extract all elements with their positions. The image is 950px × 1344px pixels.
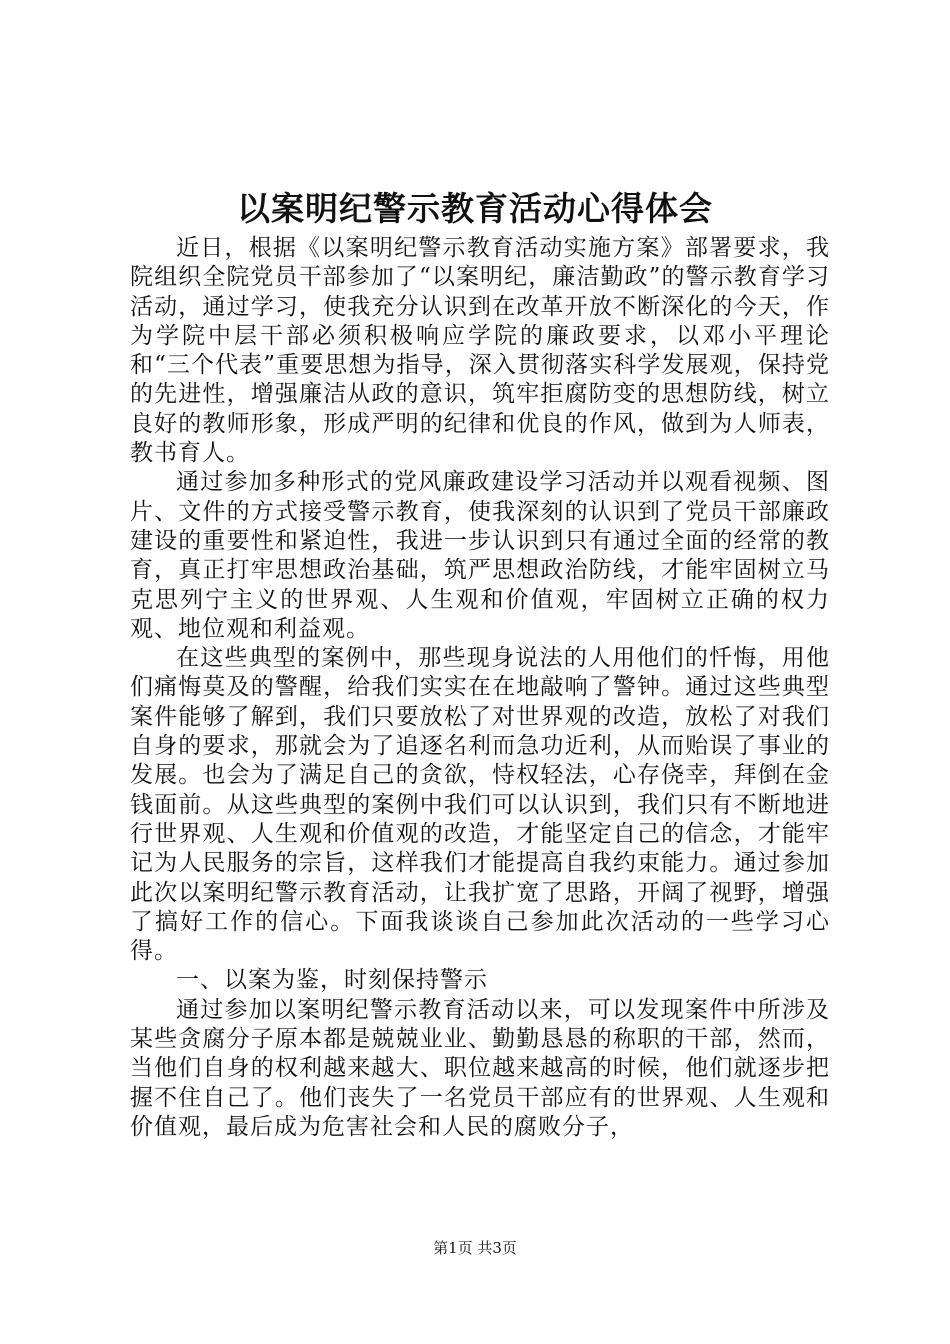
- document-body: [130, 234, 830, 1142]
- paragraph-1: 近日，根据《以案明纪警示教育活动实施方案》部署要求，我院组织全院党员干部参加了“以案明纪，廉洁勤政”的警示教育学习活动，通过学习，使我充分认识到在改革开放不断深化的今天，作为学院中层干部必须积极响应学院的廉政要求，以邓小平理论和“三个代表”重要思想为指导，深入贯彻落实科学发展观，保持党的先进性，增强廉洁从政的意识，筑牢拒腐防变的思想防线，树立良好的教师形象，形成严明的纪律和优良的作风，做到为人师表，教书育人。: [130, 235, 830, 467]
- paragraph-3: 在这些典型的案例中，那些现身说法的人用他们的忏悔，用他们痛悔莫及的警醒，给我们实实在在地敲响了警钟。通过这些典型案件能够了解到，我们只要放松了对世界观的改造，放松了对我们自身的要求，那就会为了追逐名利而急功近利，从而贻误了事业的发展。也会为了满足自己的贪欲，恃权轻法，心存侥幸，拜倒在金钱面前。从这些典型的案例中我们可以认识到，我们只有不断地进行世界观、人生观和价值观的改造，才能坚定自己的信念，才能牢记为人民服务的宗旨，这样我们才能提高自我约束能力。通过参加此次以案明纪警示教育活动，让我扩宽了思路，开阔了视野，增强了搞好工作的信心。下面我谈谈自己参加此次活动的一些学习心得。: [130, 645, 830, 965]
- section-heading-1: 一、以案为鉴，时刻保持警示: [176, 967, 488, 994]
- page-number-footer: 第1页 共3页: [433, 1239, 517, 1257]
- paragraph-4: 通过参加以案明纪警示教育活动以来，可以发现案件中所涉及某些贪腐分子原本都是兢兢业业、勤勤恳恳的称职的干部，然而，当他们自身的权利越来越大、职位越来越高的时候，他们就逐步把握不住自己了。他们丧失了一名党员干部应有的世界观、人生观和价值观，最后成为危害社会和人民的腐败分子，: [130, 996, 830, 1140]
- paragraph-2: 通过参加多种形式的党风廉政建设学习活动并以观看视频、图片、文件的方式接受警示教育，使我深刻的认识到了党员干部廉政建设的重要性和紧迫性，我进一步认识到只有通过全面的经常的教育，真正打牢思想政治基础，筑严思想政治防线，才能牢固树立马克思列宁主义的世界观、人生观和价值观，牢固树立正确的权力观、地位观和利益观。: [130, 469, 830, 642]
- document-title: 以案明纪警示教育活动心得体会: [237, 189, 713, 228]
